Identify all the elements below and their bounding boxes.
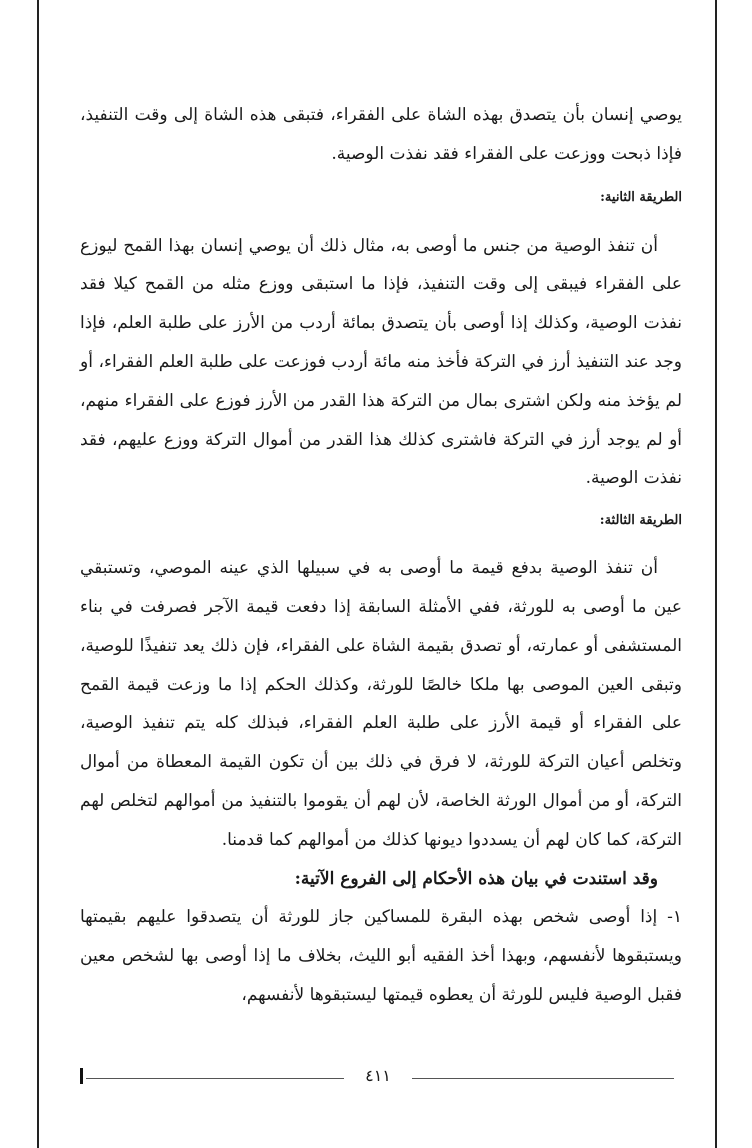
page-body [80,96,682,1015]
page-edge-right [715,0,717,1148]
method-three-heading: الطريقة الثالثة: [599,513,682,529]
branches-intro: وقد استندت في بيان هذه الأحكام إلى الفروع الآتية: [294,868,658,889]
footer-bar [80,1068,83,1084]
intro-paragraph: يوصي إنسان بأن يتصدق بهذه الشاة على الفقراء، فتبقى هذه الشاة إلى وقت التنفيذ، فإذا ذبحت ووزعت على الفقراء فقد نفذت الوصية. [80,105,682,164]
method-two-paragraph: أن تنفذ الوصية من جنس ما أوصى به، مثال ذلك أن يوصي إنسان بهذا القمح ليوزع على الفقراء فيبقى إلى وقت التنفيذ، فإذا ما استبقى ووزع مثله من القمح كيلا فقد نفذت الوصية، وكذلك إذا أوصى بأن يتصدق بمائة أردب من الأرز على طلبة العلم، فإذا وجد عند التنفيذ أرز في التركة فأخذ منه مائة أردب فوزعت على طلبة العلم الفقراء، أو لم يؤخذ منه ولكن اشترى بمال من التركة هذا القدر من الأرز فوزع على الفقراء منهم، أو لم يوجد أرز في التركة فاشترى كذلك هذا القدر من أموال التركة ووزع عليهم، فقد نفذت الوصية. [80,235,682,489]
footer-ornament-left [86,1075,344,1079]
page-footer [80,1064,676,1088]
method-three-paragraph: أن تنفذ الوصية بدفع قيمة ما أوصى به في سبيلها الذي عينه الموصي، وتستبقي عين ما أوصى به للورثة، ففي الأمثلة السابقة إذا دفعت قيمة الآجر فصرفت في بناء المستشفى أو عمارته، أو تصدق بقيمة الشاة على الفقراء، فإن ذلك يعد تنفيذًا للوصية، وتبقى العين الموصى بها ملكا خالصًا للورثة، وكذلك الحكم إذا ما وزعت قيمة القمح على الفقراء أو قيمة الأرز على طلبة العلم الفقراء، فبذلك كله يتم تنفيذ الوصية، وتخلص أعيان التركة للورثة، لا فرق في ذلك بين أن تكون القيمة المعطاة من أموال التركة، أو من أموال الورثة الخاصة، لأن لهم أن يقوموا بالتنفيذ من أموالهم لتخلص لهم التركة، كما كان لهم أن يسددوا ديونها كذلك من أموالهم كما قدمنا. [80,558,682,850]
branch-item-1: ١- إذا أوصى شخص بهذه البقرة للمساكين جاز للورثة أن يتصدقوا عليهم بقيمتها ويستبقوها لأنفسهم، وبهذا أخذ الفقيه أبو الليث، بخلاف ما إذا أوصى بها لشخص معين فقبل الوصية فليس للورثة أن يعطوه قيمتها ليستبقوها لأنفسهم، [80,907,682,1005]
method-two-heading: الطريقة الثانية: [600,189,682,205]
page-number: ٤١١ [365,1066,391,1085]
footer-ornament-right [412,1075,674,1079]
page-edge-left [37,0,39,1148]
